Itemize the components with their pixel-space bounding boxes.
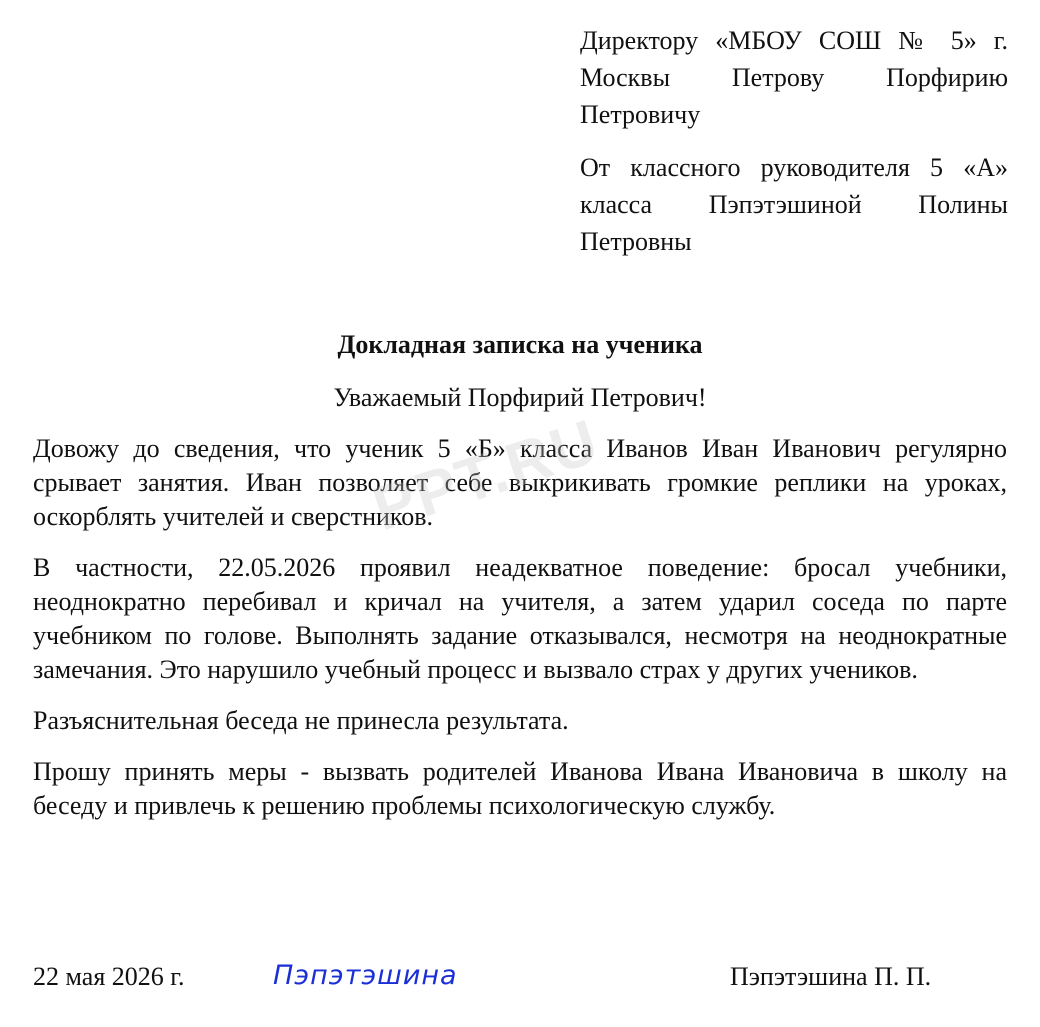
addressee-from: От классного руководителя 5 «А» класса Пэпэтэшиной Полины Петровны bbox=[580, 153, 1008, 256]
greeting: Уважаемый Порфирий Петрович! bbox=[333, 383, 707, 412]
paragraph-request: Прошу принять меры - вызвать родителей Иванова Ивана Ивановича в школу на беседу и привлечь к решению проблемы психологическую службу. bbox=[33, 757, 1007, 820]
handwritten-signature: Пэпэтэшина bbox=[273, 960, 458, 991]
paragraph-incident: В частности, 22.05.2026 проявил неадекватное поведение: бросал учебники, неоднократно перебивал и кричал на учителя, а затем ударил соседа по парте учебником по голове. Выполнять задание отказывался, несмотря на неоднократные замечания. Это нарушило учебный процесс и вызвало страх у других учеников. bbox=[33, 553, 1007, 684]
document-title: Докладная записка на ученика bbox=[337, 330, 703, 359]
document-date: 22 мая 2026 г. bbox=[33, 962, 185, 991]
signatory-name: Пэпэтэшина П. П. bbox=[730, 962, 932, 991]
watermark: PPT.RU bbox=[365, 406, 608, 545]
paragraph-intro: Довожу до сведения, что ученик 5 «Б» класса Иванов Иван Иванович регулярно срывает занятия. Иван позволяет себе выкрикивать громкие реплики на уроках, оскорблять учителей и сверстников. bbox=[33, 434, 1007, 531]
addressee-to: Директору «МБОУ СОШ № 5» г. Москвы Петрову Порфирию Петровичу bbox=[580, 26, 1008, 129]
paragraph-conversation: Разъяснительная беседа не принесла результата. bbox=[33, 706, 569, 735]
addressee-block bbox=[580, 22, 1008, 260]
document-body bbox=[33, 432, 1007, 823]
